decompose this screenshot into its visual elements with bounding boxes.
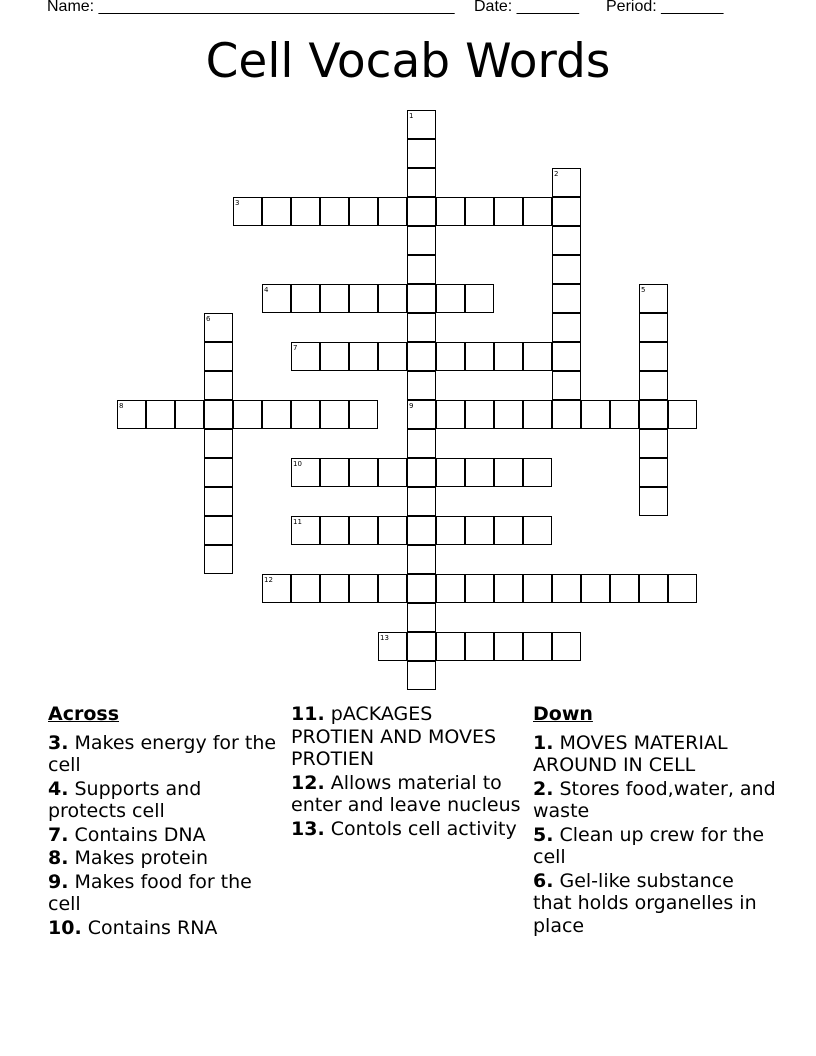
clue-text: Clean up crew for the cell — [533, 823, 765, 868]
crossword-cell[interactable] — [436, 574, 465, 603]
crossword-cell[interactable] — [407, 516, 436, 545]
crossword-cell[interactable] — [610, 400, 639, 429]
crossword-cell[interactable] — [407, 139, 436, 168]
clue-text: Supports and protects cell — [48, 777, 202, 822]
crossword-cell[interactable] — [262, 574, 291, 603]
clue-text: Gel-like substance that holds organelles in place — [533, 869, 757, 937]
crossword-cell[interactable] — [291, 458, 320, 487]
crossword-cell[interactable] — [494, 458, 523, 487]
crossword-cell[interactable] — [639, 574, 668, 603]
crossword-cell[interactable] — [407, 400, 436, 429]
crossword-cell[interactable] — [407, 255, 436, 284]
clue-number-label: 12 — [264, 576, 273, 584]
crossword-cell[interactable] — [378, 342, 407, 371]
clue-number-label: 11 — [293, 518, 302, 526]
crossword-cell[interactable] — [523, 342, 552, 371]
clue-item — [291, 703, 521, 771]
clue-item — [291, 818, 521, 841]
clue-item — [48, 871, 278, 916]
crossword-cell[interactable] — [436, 284, 465, 313]
page-title: Cell Vocab Words — [205, 34, 611, 89]
crossword-cell[interactable] — [639, 313, 668, 342]
crossword-cell[interactable] — [494, 342, 523, 371]
clue-item — [48, 824, 278, 847]
clue-number-label: 1 — [409, 112, 414, 120]
crossword-cell[interactable] — [262, 197, 291, 226]
clue-number: 8. — [48, 847, 69, 869]
crossword-cell[interactable] — [407, 603, 436, 632]
crossword-cell[interactable] — [349, 284, 378, 313]
crossword-cell[interactable] — [262, 284, 291, 313]
crossword-cell[interactable] — [378, 516, 407, 545]
crossword-cell[interactable] — [204, 400, 233, 429]
crossword-cell[interactable] — [175, 400, 204, 429]
crossword-cell[interactable] — [436, 400, 465, 429]
clue-text: Makes food for the cell — [48, 870, 252, 915]
crossword-cell[interactable] — [204, 487, 233, 516]
crossword-cell[interactable] — [320, 516, 349, 545]
clue-number: 12. — [291, 771, 325, 794]
crossword-cell[interactable] — [378, 458, 407, 487]
clue-item — [533, 870, 778, 938]
crossword-cell[interactable] — [465, 574, 494, 603]
crossword-cell[interactable] — [436, 516, 465, 545]
clue-number-label: 5 — [641, 286, 646, 294]
clue-number-label: 8 — [119, 402, 124, 410]
clue-text: Contains DNA — [68, 823, 206, 846]
crossword-cell[interactable] — [407, 574, 436, 603]
crossword-cell[interactable] — [465, 400, 494, 429]
crossword-cell[interactable] — [494, 400, 523, 429]
clue-number-label: 6 — [206, 315, 211, 323]
clue-item — [48, 778, 278, 823]
crossword-cell[interactable] — [291, 197, 320, 226]
crossword-cell[interactable] — [523, 632, 552, 661]
clue-number-label: 9 — [409, 402, 414, 410]
clue-number: 6. — [533, 869, 554, 892]
crossword-cell[interactable] — [407, 110, 436, 139]
date-field-label: Date: _______ — [474, 0, 579, 15]
crossword-cell[interactable] — [407, 458, 436, 487]
period-field-label: Period: _______ — [606, 0, 724, 15]
crossword-cell[interactable] — [407, 371, 436, 400]
crossword-cell[interactable] — [552, 400, 581, 429]
crossword-cell[interactable] — [320, 400, 349, 429]
clue-number: 7. — [48, 823, 69, 846]
crossword-cell[interactable] — [465, 197, 494, 226]
crossword-cell[interactable] — [320, 342, 349, 371]
crossword-cell[interactable] — [552, 197, 581, 226]
crossword-cell[interactable] — [349, 574, 378, 603]
crossword-cell[interactable] — [552, 574, 581, 603]
clue-text: Contains RNA — [81, 916, 218, 939]
clue-number-label: 13 — [380, 634, 389, 642]
clue-number-label: 4 — [264, 286, 269, 294]
clue-text: Makes protein — [68, 847, 209, 869]
crossword-cell[interactable] — [523, 458, 552, 487]
clue-text: MOVES MATERIAL AROUND IN CELL — [533, 731, 728, 776]
clue-item — [533, 732, 778, 777]
crossword-cell[interactable] — [552, 168, 581, 197]
crossword-cell[interactable] — [494, 574, 523, 603]
crossword-cell[interactable] — [581, 574, 610, 603]
crossword-cell[interactable] — [349, 458, 378, 487]
crossword-cell[interactable] — [552, 226, 581, 255]
clue-text: Stores food,water, and waste — [533, 777, 776, 822]
crossword-cell[interactable] — [146, 400, 175, 429]
crossword-cell[interactable] — [639, 458, 668, 487]
crossword-cell[interactable] — [204, 342, 233, 371]
clue-number: 4. — [48, 777, 69, 800]
crossword-cell[interactable] — [436, 342, 465, 371]
crossword-cell[interactable] — [639, 429, 668, 458]
name-field-label: Name: ________________________________________ — [47, 0, 455, 15]
crossword-cell[interactable] — [204, 458, 233, 487]
crossword-cell[interactable] — [436, 458, 465, 487]
clue-text: Allows material to enter and leave nucleus — [291, 771, 521, 816]
crossword-cell[interactable] — [349, 516, 378, 545]
clue-number-label: 7 — [293, 344, 298, 352]
crossword-cell[interactable] — [204, 429, 233, 458]
crossword-cell[interactable] — [552, 313, 581, 342]
crossword-cell[interactable] — [291, 574, 320, 603]
crossword-cell[interactable] — [407, 168, 436, 197]
crossword-cell[interactable] — [523, 516, 552, 545]
crossword-cell[interactable] — [523, 197, 552, 226]
clue-number: 13. — [291, 817, 325, 840]
crossword-cell[interactable] — [523, 400, 552, 429]
down-heading: Down — [533, 703, 593, 725]
crossword-cell[interactable] — [494, 516, 523, 545]
down-clue-list — [533, 732, 778, 938]
crossword-cell[interactable] — [378, 284, 407, 313]
crossword-cell[interactable] — [465, 632, 494, 661]
crossword-cell[interactable] — [639, 487, 668, 516]
clue-item — [48, 732, 278, 777]
across-clues — [48, 703, 278, 940]
crossword-cell[interactable] — [204, 516, 233, 545]
crossword-cell[interactable] — [407, 661, 436, 690]
crossword-cell[interactable] — [378, 574, 407, 603]
crossword-cell[interactable] — [465, 284, 494, 313]
crossword-cell[interactable] — [407, 487, 436, 516]
clue-number-label: 10 — [293, 460, 302, 468]
clue-number: 3. — [48, 731, 69, 754]
across-heading: Across — [48, 703, 120, 725]
crossword-cell[interactable] — [349, 197, 378, 226]
clue-text: Makes energy for the cell — [48, 731, 277, 776]
crossword-cell[interactable] — [291, 516, 320, 545]
crossword-cell[interactable] — [407, 632, 436, 661]
crossword-cell[interactable] — [407, 545, 436, 574]
crossword-cell[interactable] — [320, 197, 349, 226]
crossword-cell[interactable] — [494, 197, 523, 226]
crossword-cell[interactable] — [494, 632, 523, 661]
clue-item — [48, 917, 278, 940]
crossword-cell[interactable] — [204, 313, 233, 342]
down-clues — [533, 703, 778, 938]
across-clues-continued — [291, 703, 521, 841]
crossword-cell[interactable] — [262, 400, 291, 429]
crossword-cell[interactable] — [552, 284, 581, 313]
crossword-cell[interactable] — [407, 313, 436, 342]
crossword-cell[interactable] — [465, 342, 494, 371]
clue-item — [533, 778, 778, 823]
crossword-cell[interactable] — [552, 342, 581, 371]
crossword-cell[interactable] — [320, 284, 349, 313]
crossword-cell[interactable] — [639, 342, 668, 371]
clue-item — [291, 772, 521, 817]
crossword-cell[interactable] — [552, 632, 581, 661]
crossword-cell[interactable] — [552, 255, 581, 284]
crossword-cell[interactable] — [204, 545, 233, 574]
clue-number-label: 3 — [235, 199, 240, 207]
crossword-cell[interactable] — [610, 574, 639, 603]
crossword-cell[interactable] — [407, 226, 436, 255]
crossword-cell[interactable] — [639, 371, 668, 400]
crossword-cell[interactable] — [291, 342, 320, 371]
crossword-cell[interactable] — [436, 632, 465, 661]
crossword-cell[interactable] — [320, 458, 349, 487]
crossword-cell[interactable] — [407, 342, 436, 371]
crossword-cell[interactable] — [291, 284, 320, 313]
crossword-cell[interactable] — [407, 429, 436, 458]
crossword-cell[interactable] — [668, 574, 697, 603]
crossword-cell[interactable] — [349, 400, 378, 429]
across-clue-list — [48, 732, 278, 940]
clue-number: 5. — [533, 823, 554, 846]
clue-number: 9. — [48, 870, 69, 893]
clue-number: 1. — [533, 731, 554, 754]
crossword-cell[interactable] — [581, 400, 610, 429]
crossword-cell[interactable] — [465, 458, 494, 487]
crossword-cell[interactable] — [117, 400, 146, 429]
crossword-cell[interactable] — [523, 574, 552, 603]
crossword-cell[interactable] — [378, 197, 407, 226]
clue-number: 2. — [533, 777, 554, 800]
clue-text: pACKAGES PROTIEN AND MOVES PROTIEN — [291, 703, 497, 770]
crossword-cell[interactable] — [378, 632, 407, 661]
crossword-cell[interactable] — [668, 400, 697, 429]
crossword-cell[interactable] — [465, 516, 494, 545]
crossword-cell[interactable] — [407, 284, 436, 313]
clue-item — [48, 847, 278, 870]
crossword-cell[interactable] — [291, 400, 320, 429]
crossword-cell[interactable] — [320, 574, 349, 603]
crossword-cell[interactable] — [407, 197, 436, 226]
crossword-cell[interactable] — [639, 400, 668, 429]
crossword-cell[interactable] — [349, 342, 378, 371]
across-clue-list-continued — [291, 703, 521, 840]
clue-number-label: 2 — [554, 170, 559, 178]
crossword-cell[interactable] — [233, 197, 262, 226]
crossword-cell[interactable] — [233, 400, 262, 429]
clue-item — [533, 824, 778, 869]
crossword-cell[interactable] — [204, 371, 233, 400]
clue-text: Contols cell activity — [324, 817, 517, 840]
crossword-cell[interactable] — [552, 371, 581, 400]
crossword-cell[interactable] — [639, 284, 668, 313]
crossword-cell[interactable] — [436, 197, 465, 226]
clue-number: 11. — [291, 703, 325, 725]
clue-number: 10. — [48, 916, 82, 939]
